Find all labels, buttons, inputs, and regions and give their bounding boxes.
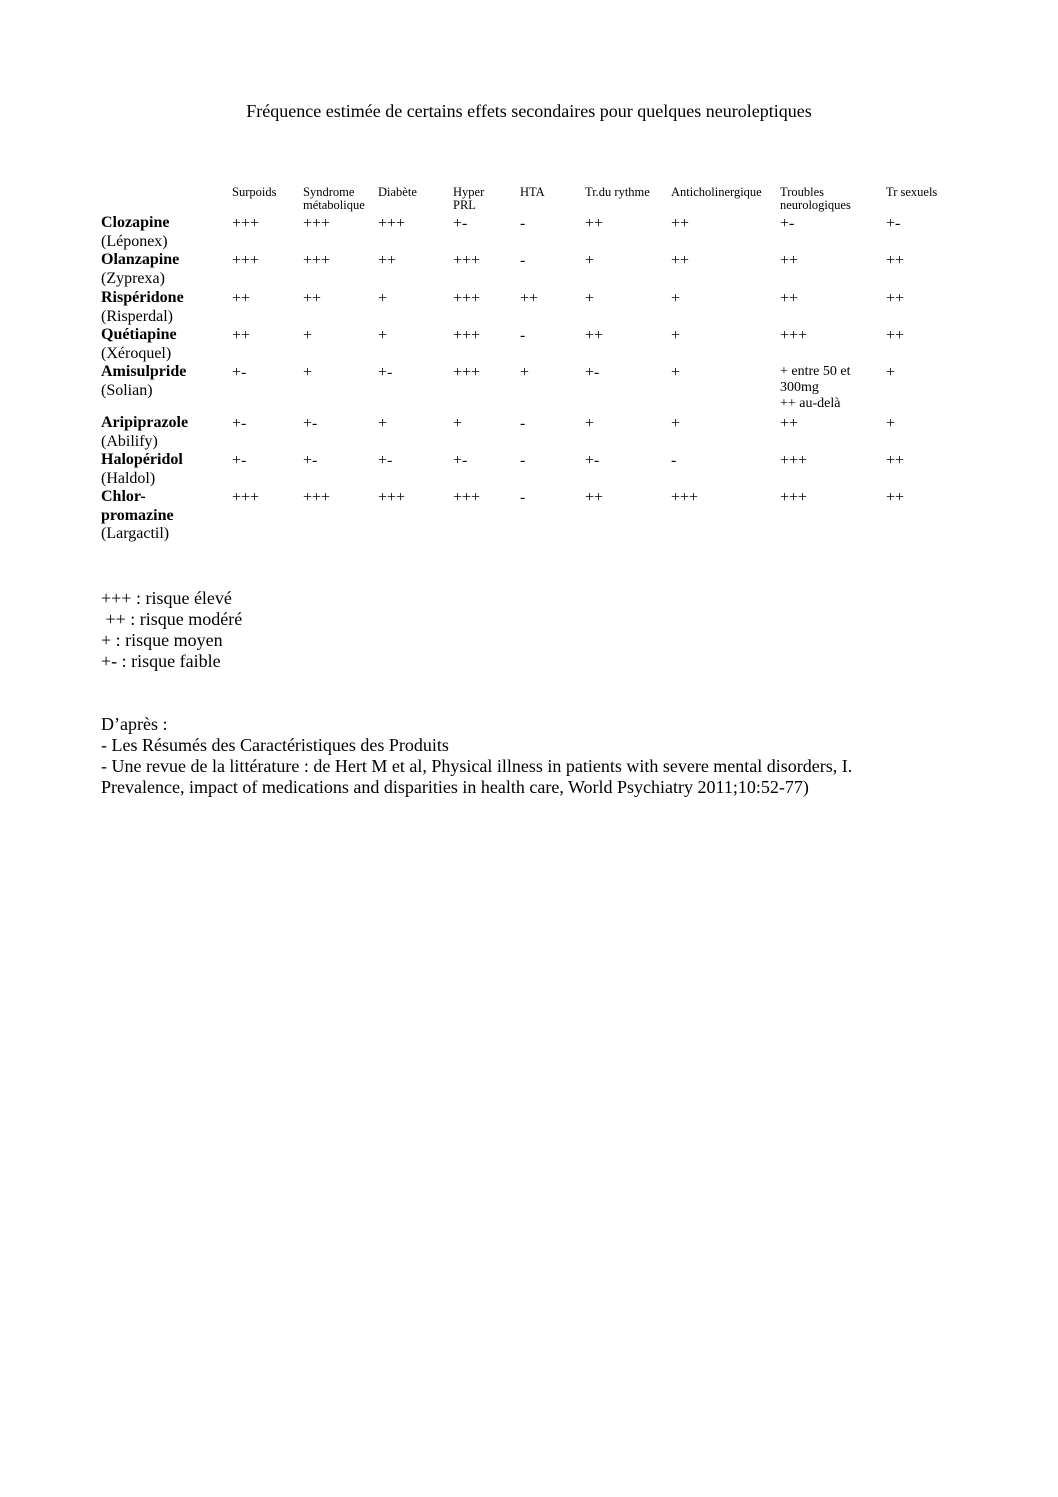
column-header: Syndrome métabolique — [303, 185, 365, 212]
risk-cell: +++ — [453, 489, 481, 506]
risk-cell: +- — [378, 452, 393, 469]
risk-cell: + — [585, 252, 595, 269]
risk-cell: + — [671, 415, 681, 432]
risk-cell: +++ — [780, 327, 808, 344]
risk-cell: - — [520, 215, 526, 232]
column-header: Tr sexuels — [886, 185, 938, 199]
risk-cell: + — [585, 415, 595, 432]
drug-brand: (Abilify) — [101, 432, 158, 450]
drug-name: Olanzapine — [101, 251, 180, 268]
risk-cell: +++ — [453, 252, 481, 269]
legend-item: +++ : risque élevé — [101, 588, 232, 608]
legend-item: ++ : risque modéré — [101, 609, 243, 629]
risk-cell: ++ — [585, 327, 604, 344]
risk-cell: - — [520, 415, 526, 432]
risk-cell: ++ — [886, 327, 905, 344]
risk-cell: - — [520, 327, 526, 344]
column-header: Anticholinergique — [671, 185, 762, 199]
risk-cell: ++ — [780, 415, 799, 432]
risk-cell: ++ — [232, 327, 251, 344]
risk-cell: +- — [453, 215, 468, 232]
risk-cell: ++ — [886, 452, 905, 469]
risk-cell: + — [378, 290, 388, 307]
risk-cell: +++ — [232, 215, 260, 232]
risk-cell: ++ — [378, 252, 397, 269]
drug-brand: (Risperdal) — [101, 307, 173, 325]
risk-cell: + — [378, 327, 388, 344]
drug-name: Amisulpride — [101, 363, 187, 380]
risk-cell: - — [520, 489, 526, 506]
risk-cell: ++ — [886, 252, 905, 269]
risk-cell: ++ — [585, 489, 604, 506]
drug-cell — [101, 451, 183, 488]
risk-cell: +++ — [378, 489, 406, 506]
risk-cell: + — [378, 415, 388, 432]
drug-cell — [101, 363, 186, 400]
risk-cell: +- — [453, 452, 468, 469]
legend-item: +- : risque faible — [101, 651, 221, 671]
risk-cell: ++ — [671, 215, 690, 232]
drug-brand: (Xéroquel) — [101, 344, 172, 362]
risk-cell: +- — [886, 215, 901, 232]
risk-cell: +++ — [303, 215, 331, 232]
risk-cell: ++ — [780, 290, 799, 307]
drug-cell — [101, 414, 188, 451]
risk-cell: ++ — [886, 489, 905, 506]
drug-brand: (Zyprexa) — [101, 269, 165, 287]
risk-cell: - — [671, 452, 677, 469]
source-line: - Une revue de la littérature : de Hert M et al, Physical illness in patients with severe mental disorders, I. Prevalence, impact of medications and disparities in health care, World Psychiatry 2011;10:52-77) — [101, 756, 853, 797]
document-title: Fréquence estimée de certains effets secondaires pour quelques neuroleptiques — [246, 101, 812, 121]
risk-cell: ++ — [671, 252, 690, 269]
risk-cell: ++ — [886, 290, 905, 307]
risk-cell: +- — [585, 452, 600, 469]
risk-cell: +- — [232, 415, 247, 432]
source-line: - Les Résumés des Caractéristiques des Produits — [101, 735, 449, 755]
drug-brand: (Solian) — [101, 381, 153, 399]
drug-name: Aripiprazole — [101, 414, 189, 431]
risk-cell: +++ — [303, 252, 331, 269]
risk-cell: + entre 50 et 300mg ++ au-delà — [780, 364, 851, 411]
column-header: Hyper PRL — [453, 185, 485, 212]
drug-cell — [101, 289, 184, 326]
risk-cell: + — [671, 327, 681, 344]
risk-cell: +++ — [378, 215, 406, 232]
risk-cell: +++ — [453, 327, 481, 344]
risk-cell: +- — [378, 364, 393, 381]
drug-name: Rispéridone — [101, 289, 184, 306]
risk-cell: +- — [232, 364, 247, 381]
risk-cell: +++ — [232, 252, 260, 269]
drug-cell — [101, 326, 177, 363]
risk-cell: ++ — [232, 290, 251, 307]
drug-cell — [101, 214, 169, 251]
risk-cell: +++ — [453, 364, 481, 381]
risk-cell: +- — [780, 215, 795, 232]
legend — [101, 588, 242, 672]
risk-cell: +++ — [232, 489, 260, 506]
risk-cell: +- — [585, 364, 600, 381]
drug-cell — [101, 251, 179, 288]
risk-cell: + — [886, 364, 896, 381]
risk-cell: +++ — [780, 489, 808, 506]
risk-cell: + — [671, 364, 681, 381]
risk-cell: +- — [303, 415, 318, 432]
column-header: HTA — [520, 185, 545, 199]
column-header: Diabète — [378, 185, 417, 199]
column-header: Troubles neurologiques — [780, 185, 851, 212]
drug-cell — [101, 488, 174, 544]
risk-cell: +++ — [671, 489, 699, 506]
risk-cell: +- — [232, 452, 247, 469]
drug-brand: (Largactil) — [101, 525, 170, 542]
risk-cell: - — [520, 452, 526, 469]
risk-cell: ++ — [585, 215, 604, 232]
risk-cell: ++ — [520, 290, 539, 307]
source-section — [101, 714, 921, 798]
risk-cell: + — [303, 327, 313, 344]
risk-cell: + — [671, 290, 681, 307]
drug-name: Quétiapine — [101, 326, 177, 343]
risk-cell: - — [520, 252, 526, 269]
risk-cell: ++ — [303, 290, 322, 307]
risk-cell: + — [453, 415, 463, 432]
column-header: Surpoids — [232, 185, 277, 199]
drug-name: Chlor- promazine — [101, 488, 174, 524]
risk-cell: ++ — [780, 252, 799, 269]
risk-cell: +- — [303, 452, 318, 469]
drug-name: Halopéridol — [101, 451, 183, 468]
risk-cell: + — [520, 364, 530, 381]
risk-cell: + — [303, 364, 313, 381]
column-header: Tr.du rythme — [585, 185, 650, 199]
drug-brand: (Léponex) — [101, 232, 168, 250]
risk-cell: + — [886, 415, 896, 432]
drug-brand: (Haldol) — [101, 469, 156, 487]
risk-cell: +++ — [780, 452, 808, 469]
risk-cell: + — [585, 290, 595, 307]
legend-item: + : risque moyen — [101, 630, 223, 650]
drug-name: Clozapine — [101, 214, 170, 231]
risk-cell: +++ — [303, 489, 331, 506]
source-heading: D’après : — [101, 714, 168, 734]
risk-cell: +++ — [453, 290, 481, 307]
